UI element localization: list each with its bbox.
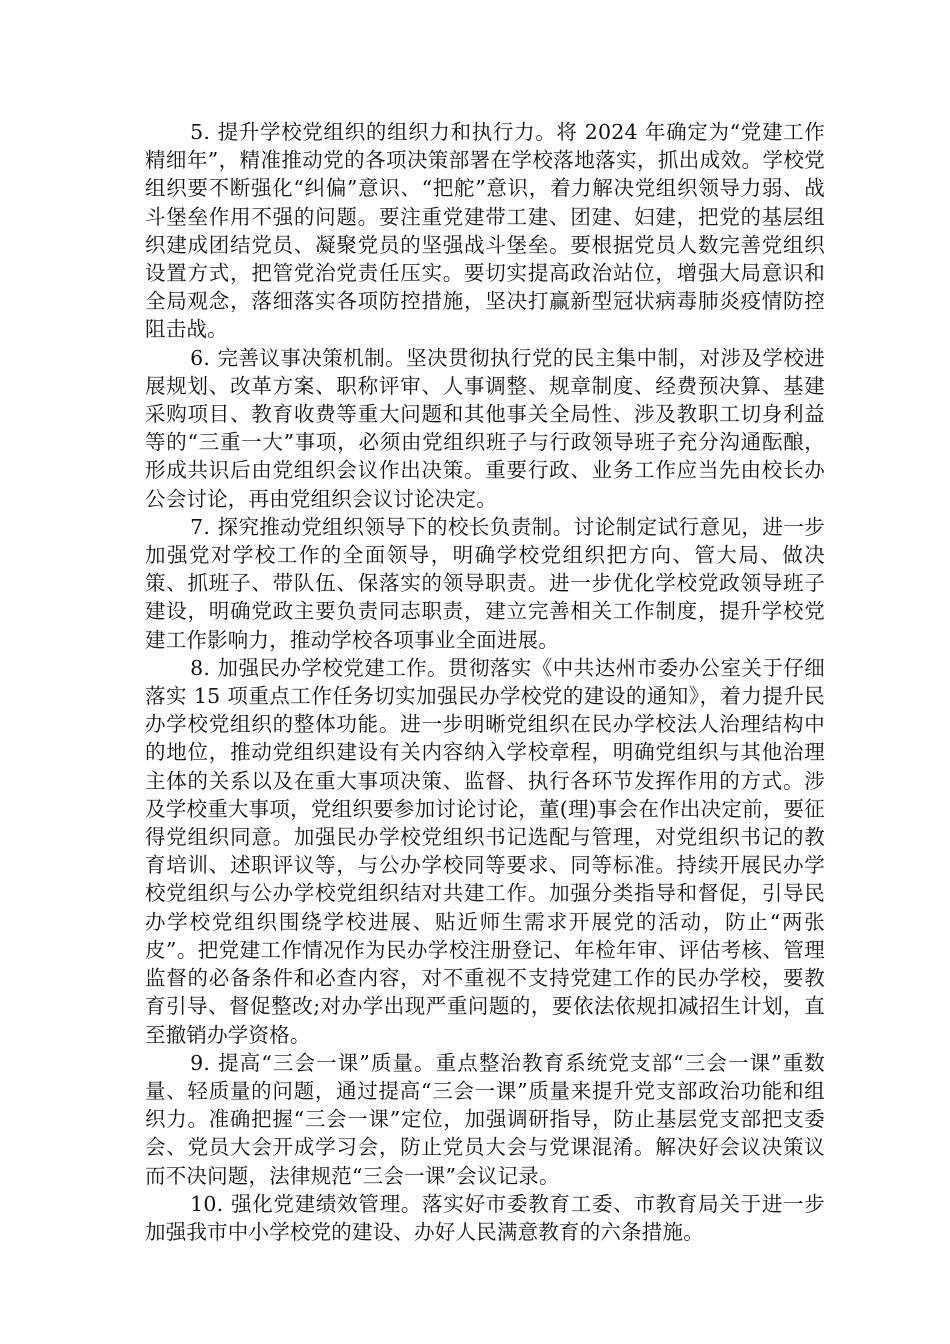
paragraph-text: 加强民办学校党建工作。贯彻落实《中共达州市委办公室关于仔细落实 15 项重点工作任务切实加强民办学校党的建设的通知》，着力提升民办学校党组织的整体功能。进一步明晰党组织在民办学校法人治理结构中的地位，推动党组织建设有关内容纳入学校章程，明确党组织与其他治理主体的关系以及在重大事项决策、监督、执行各环节发挥作用的方式。涉及学校重大事项，党组织要参加讨论讨论，董(理)事会在作出决定前，要征得党组织同意。加强民办学校党组织书记选配与管理，对党组织书记的教育培训、述职评议等，与公办学校同等要求、同等标准。持续开展民办学校党组织与公办学校党组织结对共建工作。加强分类指导和督促，引导民办学校党组织围绕学校进展、贴近师生需求开展党的活动，防止“两张皮”。把党建工作情况作为民办学校注册登记、年检年审、评估考核、管理监督的必备条件和必查内容，对不重视不支持党建工作的民办学校，要教育引导、督促整改;对办学出现严重问题的，要依法依规扣减招生计划，直至撤销办学资格。 [145,655,825,1047]
paragraph-text: 探究推动党组织领导下的校长负责制。讨论制定试行意见，进一步加强党对学校工作的全面领导，明确学校党组织把方向、管大局、做决策、抓班子、带队伍、保落实的领导职责。进一步优化学校党政领导班子建设，明确党政主要负责同志职责，建立完善相关工作制度，提升学校党建工作影响力，推动学校各项事业全面进展。 [145,514,825,652]
paragraph-number: 9. [190,1050,211,1075]
paragraph-7 [145,513,825,654]
paragraph-number: 7. [190,514,211,539]
paragraph-number: 5. [190,120,211,144]
paragraph-number: 6. [190,345,211,370]
paragraph-text: 提升学校党组织的组织力和执行力。将 2024 年确定为“党建工作精细年”，精准推动党的各项决策部署在学校落地落实，抓出成效。学校党组织要不断强化“纠偏”意识、“把舵”意识，着力解决党组织领导力弱、战斗堡垒作用不强的问题。要注重党建带工建、团建、妇建，把党的基层组织建成团结党员、凝聚党员的坚强战斗堡垒。要根据党员人数完善党组织设置方式，把管党治党责任压实。要切实提高政治站位，增强大局意识和全局观念，落细落实各项防控措施，坚决打赢新型冠状病毒肺炎疫情防控阻击战。 [145,120,825,342]
document-body [145,118,825,1246]
paragraph-10 [145,1190,825,1246]
paragraph-text: 完善议事决策机制。坚决贯彻执行党的民主集中制，对涉及学校进展规划、改革方案、职称评审、人事调整、规章制度、经费预决算、基建采购项目、教育收费等重大问题和其他事关全局性、涉及教职工切身利益等的“三重一大”事项，必须由党组织班子与行政领导班子充分沟通酝酿，形成共识后由党组织会议作出决策。重要行政、业务工作应当先由校长办公会讨论，再由党组织会议讨论决定。 [145,345,825,511]
paragraph-number: 10. [190,1191,224,1216]
paragraph-text: 强化党建绩效管理。落实好市委教育工委、市教育局关于进一步加强我市中小学校党的建设、办好人民满意教育的六条措施。 [145,1191,825,1244]
paragraph-8 [145,654,825,1049]
paragraph-number: 8. [190,655,211,680]
paragraph-6 [145,344,825,513]
paragraph-text: 提高“三会一课”质量。重点整治教育系统党支部“三会一课”重数量、轻质量的问题，通过提高“三会一课”质量来提升党支部政治功能和组织力。准确把握“三会一课”定位，加强调研指导，防止基层党支部把支委会、党员大会开成学习会，防止党员大会与党课混淆。解决好会议决策议而不决问题，法律规范“三会一课”会议记录。 [145,1050,825,1188]
paragraph-9 [145,1049,825,1190]
paragraph-5 [145,118,825,344]
